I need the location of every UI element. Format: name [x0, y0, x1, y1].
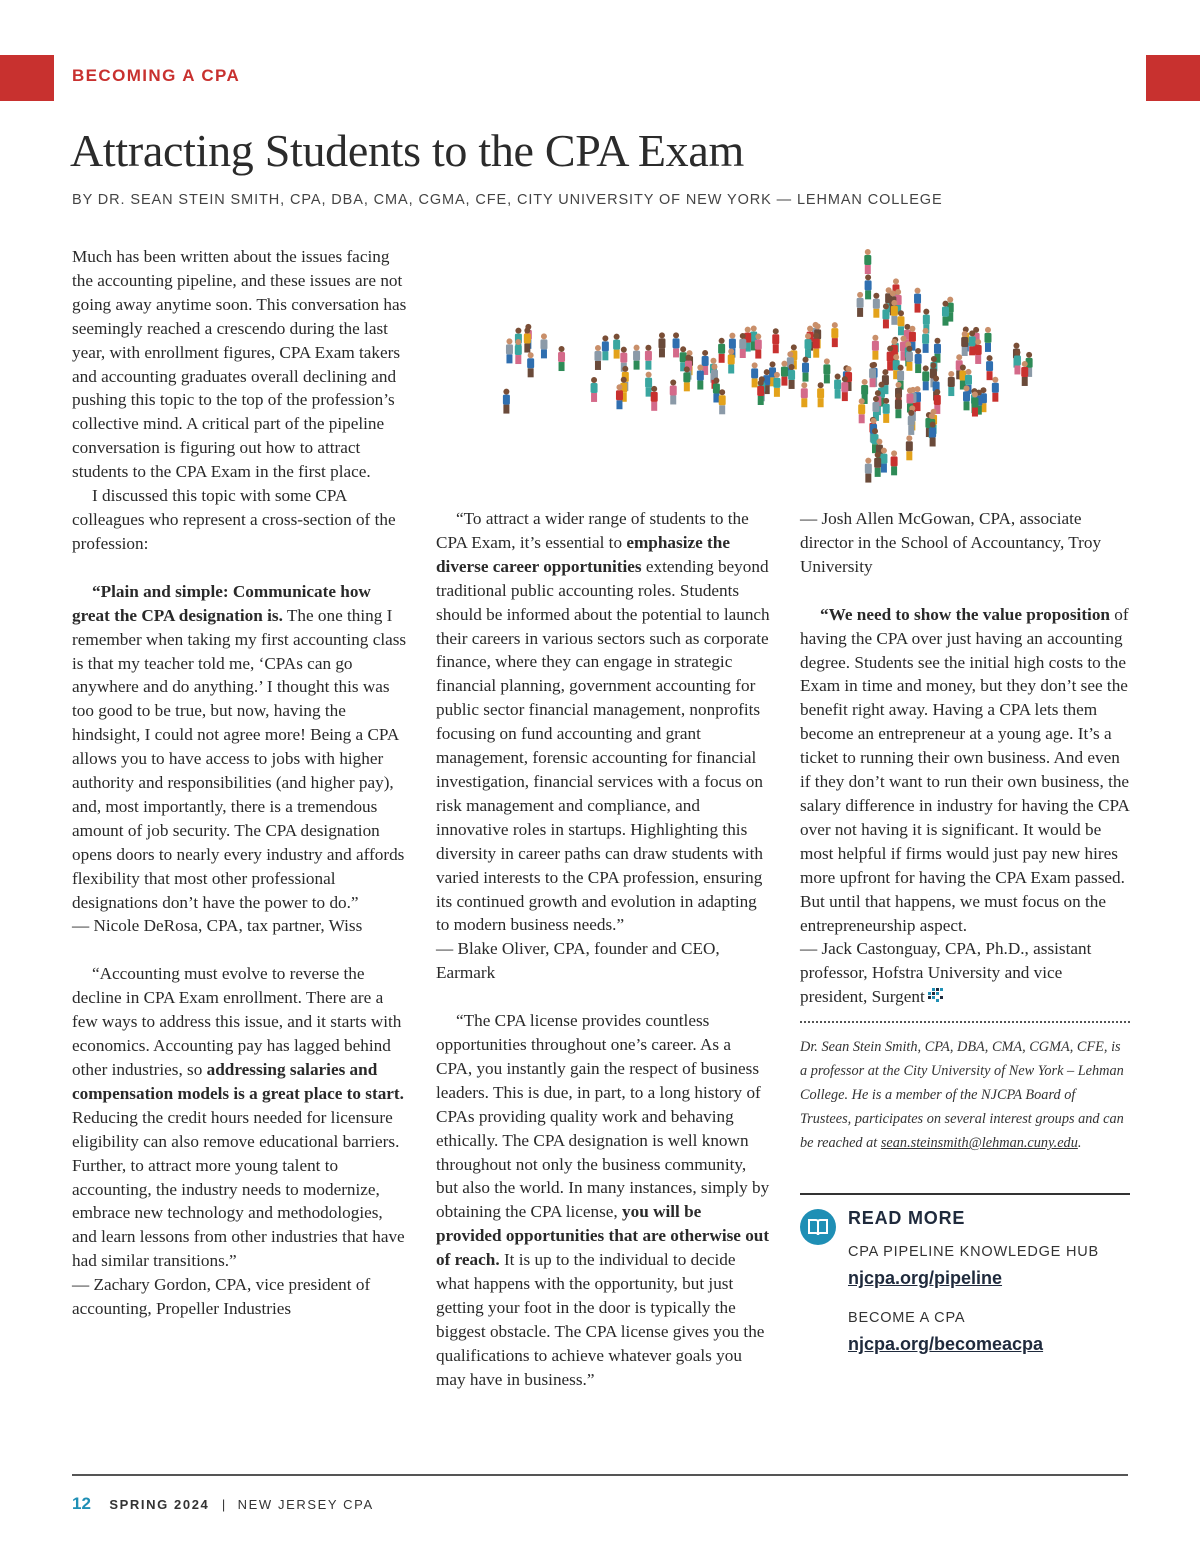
read-more-rule — [800, 1193, 1130, 1195]
crowd-person — [975, 339, 982, 364]
attrib-castonguay-text: — Jack Castonguay, CPA, Ph.D., assistant professor, Hofstra University and vice president, Surgent — [800, 939, 1092, 1007]
crowd-person — [515, 339, 522, 364]
quote-gordon-start: “Accounting must evolve to reverse the decline in CPA Exam enrollment. There are a few ways to address this issue, and it starts with economics. Accounting pay has lagged behind other industries, so — [72, 964, 402, 1079]
crowd-person — [670, 379, 677, 404]
crowd-person — [728, 348, 735, 373]
crowd-person — [883, 398, 890, 423]
crowd-person — [971, 392, 978, 417]
crowd-person — [906, 346, 913, 371]
crowd-person — [915, 348, 922, 373]
crowd-person — [757, 380, 764, 405]
crowd-person — [895, 393, 902, 418]
quote-oliver-text: extending beyond traditional public accounting roles. Students should be informed about the potential to launch their careers in various sectors such as corporate finance, where they can engage in strategic financial planning, government accounting for public sector financial management, nonprofits focusing on fund accounting and grant management, forensic accounting for financial investigation, financial services with a focus on risk management and compliance, and innovative roles in startups. Highlighting this diversity in career paths can draw students with varied interests to the CPA profession, ensuring its continued growth and evolution in adapting to modern business needs.” — [436, 556, 770, 935]
attrib-mcgowan: — Josh Allen McGowan, CPA, associate director in the School of Accountancy, Troy University — [800, 509, 1102, 576]
crowd-person — [834, 374, 841, 399]
crowd-person — [986, 355, 993, 380]
crowd-person — [908, 410, 915, 435]
crowd-arrow-illustration — [480, 248, 1045, 493]
crowd-person — [781, 361, 788, 386]
attrib-castonguay — [800, 937, 1130, 1009]
byline: BY DR. SEAN STEIN SMITH, CPA, DBA, CMA, CGMA, CFE, CITY UNIVERSITY OF NEW YORK — LEHMAN COLLEGE — [72, 192, 943, 208]
crowd-person — [1021, 361, 1028, 386]
bio-divider — [800, 1021, 1130, 1023]
end-mark-icon — [928, 988, 944, 1002]
crowd-person — [897, 310, 904, 335]
read-more-title: READ MORE — [848, 1208, 966, 1229]
quote-mcgowan — [436, 1009, 771, 1392]
quote-castonguay — [800, 603, 1130, 938]
section-label: BECOMING A CPA — [72, 66, 241, 85]
crowd-person — [805, 333, 812, 358]
read-more-box — [800, 1207, 1130, 1357]
crowd-person — [772, 328, 779, 353]
attrib-oliver: — Blake Oliver, CPA, founder and CEO, Earmark — [436, 939, 720, 983]
crowd-person — [922, 365, 929, 390]
crowd-person — [503, 389, 510, 414]
quote-oliver-bold: emphasize the diverse career opportunities — [436, 532, 730, 576]
crowd-person — [718, 338, 725, 363]
quote-mcgowan-text: It is up to the individual to decide what happens with the opportunity, but just getting your foot in the door is typically the biggest obstacle. The CPA license gives you the qualifications to achieve whatever goals you may have in business.” — [436, 1250, 765, 1389]
crowd-person — [558, 346, 565, 371]
crowd-person — [929, 421, 936, 446]
quote-gordon-bold: addressing salaries and compensation models is a great place to start. — [72, 1060, 404, 1103]
crowd-person — [801, 382, 808, 407]
quote-gordon-text: Reducing the credit hours needed for licensure eligibility can also remove educational barriers. Further, to attract more young talent to accounting, the industry needs to modernize, embrace new technology and methodologies, and learn lessons from other industries that have had similar transitions.” — [72, 1107, 405, 1271]
column-2 — [436, 507, 771, 1392]
crowd-person — [633, 345, 640, 370]
crowd-person — [891, 300, 898, 325]
page-footer — [72, 1494, 374, 1514]
article-title: Attracting Students to the CPA Exam — [70, 125, 744, 176]
crowd-person — [1014, 349, 1021, 374]
crowd-person — [751, 362, 758, 387]
crowd-person — [823, 358, 830, 383]
magazine-name: NEW JERSEY CPA — [237, 1497, 374, 1512]
crowd-person — [613, 334, 620, 359]
quote-gordon — [72, 962, 407, 1273]
crowd-person — [865, 458, 872, 483]
crowd-person — [872, 335, 879, 360]
footer-separator: | — [221, 1497, 226, 1512]
read-more-link-become[interactable]: njcpa.org/becomeacpa — [848, 1333, 1044, 1354]
author-email-link[interactable]: sean.steinsmith@lehman.cuny.edu — [880, 1135, 1078, 1152]
crowd-person — [817, 382, 824, 407]
crowd-person — [594, 345, 601, 370]
intro-paragraph-1: Much has been written about the issues facing the accounting pipeline, and these issues are not going away anytime soon. This conversation has seemingly reached a crescendo during the last year, with enrollment figures, CPA Exam takers and accounting graduates overall declining and pushing this topic to the top of the profession’s collective mind. A critical part of the pipeline conversation is figuring out how to attract students to the CPA Exam in the first place. — [72, 247, 407, 482]
crowd-person — [527, 352, 534, 377]
crowd-person — [841, 376, 848, 401]
quote-mcgowan-bold: you will be provided opportunities that are otherwise out of reach. — [436, 1202, 770, 1270]
author-bio-text: Dr. Sean Stein Smith, CPA, DBA, CMA, CGMA, CFE, is a professor at the City University of New York – Lehman College. He is a member of the NJCPA Board of Trustees, participates on several interest groups and can be reached at — [800, 1039, 1124, 1152]
crowd-person — [963, 385, 970, 410]
quote-oliver-start: “To attract a wider range of students to the CPA Exam, it’s essential to — [436, 509, 749, 552]
crowd-person — [813, 333, 820, 358]
red-tab-left — [0, 55, 54, 101]
crowd-person — [616, 384, 623, 409]
page-number: 12 — [72, 1494, 91, 1513]
attrib-gordon: — Zachary Gordon, CPA, vice president of accounting, Propeller Industries — [72, 1275, 371, 1319]
crowd-person — [992, 377, 999, 402]
crowd-person — [697, 365, 704, 390]
column-1 — [72, 245, 407, 1321]
crowd-person — [873, 293, 880, 318]
crowd-person — [961, 331, 968, 356]
crowd-person — [887, 346, 894, 371]
crowd-person — [984, 327, 991, 352]
crowd-person — [942, 301, 949, 326]
book-icon — [800, 1209, 836, 1245]
quote-oliver — [436, 507, 771, 937]
crowd-person — [922, 328, 929, 353]
author-bio — [800, 1035, 1130, 1155]
intro-paragraph-2: I discussed this topic with some CPA colleagues who represent a cross-section of the profession: — [72, 486, 396, 553]
crowd-person — [755, 334, 762, 359]
crowd-person — [865, 274, 872, 299]
red-tab-right — [1146, 55, 1200, 101]
quote-castonguay-text: of having the CPA over just having an accounting degree. Students see the initial high costs to the Exam in time and money, but they don’t see the benefit right away. Having a CPA lets them become an entrepreneur at a young age. It’s a ticket to running their own business. And even if they don’t want to run their own business, the salary difference in industry for having the CPA over not having it is significant. It would be most helpful if firms would just pay new hires more upfront for having the CPA Exam passed. But until that happens, we must focus on the entrepreneurship aspect. — [800, 604, 1130, 935]
author-bio-end: . — [1077, 1135, 1082, 1152]
crowd-person — [658, 332, 665, 357]
quote-derosa-bold: “Plain and simple: Communicate how great the CPA designation is. — [72, 581, 371, 625]
crowd-person — [788, 364, 795, 389]
crowd-person — [673, 332, 680, 357]
crowd-person — [773, 372, 780, 397]
crowd-person — [869, 362, 876, 387]
read-more-link-pipeline[interactable]: njcpa.org/pipeline — [848, 1267, 1003, 1288]
crowd-person — [645, 345, 652, 370]
crowd-person — [906, 435, 913, 460]
column-3 — [800, 507, 1130, 1357]
crowd-person — [591, 377, 598, 402]
crowd-person — [683, 366, 690, 391]
issue-label: SPRING 2024 — [109, 1497, 210, 1512]
crowd-person — [914, 288, 921, 313]
crowd-person — [506, 338, 513, 363]
quote-castonguay-bold: “We need to show the value proposition — [820, 604, 1110, 624]
crowd-person — [969, 330, 976, 355]
attrib-derosa: — Nicole DeRosa, CPA, tax partner, Wiss — [72, 916, 363, 936]
crowd-person — [858, 398, 865, 423]
crowd-person — [891, 450, 898, 475]
crowd-person — [948, 371, 955, 396]
quote-derosa — [72, 580, 407, 915]
crowd-person — [864, 249, 871, 274]
crowd-person — [602, 335, 609, 360]
read-more-label-become: BECOME A CPA — [848, 1309, 966, 1326]
crowd-person — [739, 333, 746, 358]
crowd-person — [882, 303, 889, 328]
crowd-person — [880, 448, 887, 473]
crowd-person — [802, 357, 809, 382]
crowd-person — [831, 322, 838, 347]
footer-rule — [72, 1474, 1128, 1476]
crowd-person — [651, 386, 658, 411]
crowd-person — [524, 328, 531, 353]
read-more-label-pipeline: CPA PIPELINE KNOWLEDGE HUB — [848, 1244, 1099, 1261]
crowd-person — [719, 389, 726, 414]
crowd-person — [874, 452, 881, 477]
quote-mcgowan-start: “The CPA license provides countless opportunities throughout one’s career. As a CPA, you instantly gain the respect of business leaders. This is due, in part, to a long history of CPAs providing quality work and behaving ethically. The CPA designation is well known throughout not only the business community, but also the world. In many instances, simply by obtaining the CPA license, — [436, 1011, 770, 1222]
quote-derosa-text: The one thing I remember when taking my first accounting class is that my teacher told me, ‘CPAs can go anywhere and do anything.’ I thought this was too good to be true, but now, having the hindsight, I could not agree more! Being a CPA allows you to have access to jobs with higher authority and responsibilities (and higher pay), and, most importantly, there is a tremendous amount of job security. The CPA designation opens doors to nearly every industry and affords flexibility that most other professional designations don’t have the power to do.” — [72, 605, 407, 912]
crowd-person — [540, 333, 547, 358]
crowd-person — [857, 292, 864, 317]
